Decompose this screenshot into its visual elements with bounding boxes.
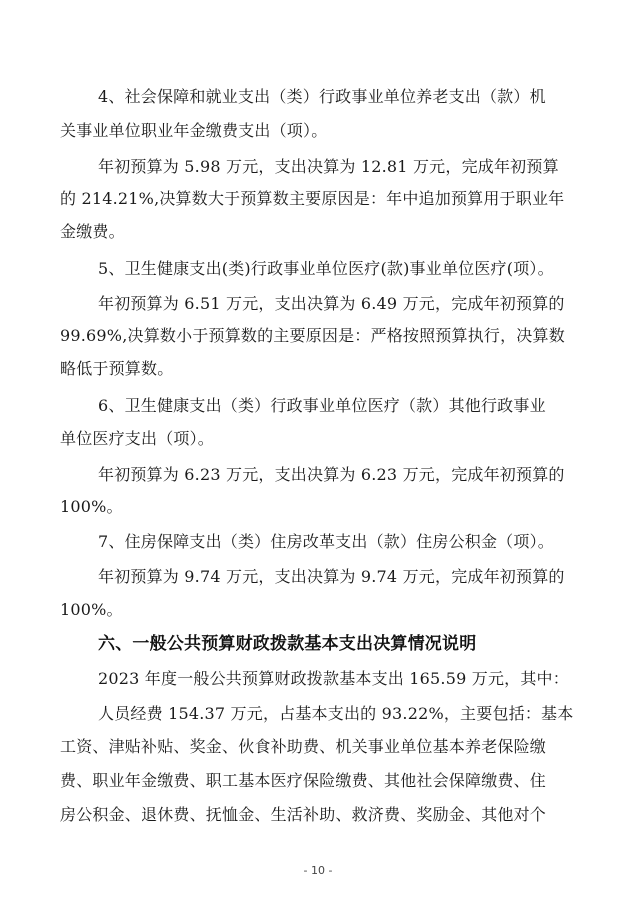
item-7-title-line-1: 7、住房保障支出（类）住房改革支出（款）住房公积金（项）。 [98, 532, 554, 551]
personnel-expense-line-2: 工资、津贴补贴、奖金、伙食补助费、机关事业单位基本养老保险缴 [60, 737, 547, 756]
item-6-detail-line-1: 年初预算为 6.23 万元，支出决算为 6.23 万元，完成年初预算的 [98, 465, 565, 484]
page-number: - 10 - [303, 864, 333, 877]
item-4-title-line-2: 关事业单位职业年金缴费支出（项）。 [60, 121, 328, 140]
personnel-expense-line-1: 人员经费 154.37 万元，占基本支出的 93.22%，主要包括：基本 [98, 704, 574, 723]
personnel-expense-line-4: 房公积金、退休费、抚恤金、生活补助、救济费、奖励金、其他对个 [60, 805, 547, 824]
basic-expense-summary-line-1: 2023 年度一般公共预算财政拨款基本支出 165.59 万元，其中： [98, 669, 569, 688]
item-4-detail-line-2: 的 214.21%,决算数大于预算数主要原因是：年中追加预算用于职业年 [60, 189, 565, 208]
item-5-detail-line-2: 99.69%,决算数小于预算数的主要原因是：严格按照预算执行，决算数 [60, 326, 565, 345]
item-6-title-line-1: 6、卫生健康支出（类）行政事业单位医疗（款）其他行政事业 [98, 396, 546, 415]
personnel-expense-line-3: 费、职业年金缴费、职工基本医疗保险缴费、其他社会保障缴费、住 [60, 771, 547, 790]
item-6-detail-line-2: 100%。 [60, 497, 123, 516]
item-7-detail-line-2: 100%。 [60, 600, 123, 619]
section-heading: 六、一般公共预算财政拨款基本支出决算情况说明 [98, 634, 477, 654]
item-5-detail-line-3: 略低于预算数。 [60, 359, 174, 378]
item-5-title-line-1: 5、卫生健康支出(类)行政事业单位医疗(款)事业单位医疗(项）。 [98, 259, 554, 278]
item-4-title-line-1: 4、社会保障和就业支出（类）行政事业单位养老支出（款）机 [98, 87, 546, 106]
item-5-detail-line-1: 年初预算为 6.51 万元，支出决算为 6.49 万元，完成年初预算的 [98, 294, 565, 313]
item-7-detail-line-1: 年初预算为 9.74 万元，支出决算为 9.74 万元，完成年初预算的 [98, 567, 565, 586]
item-4-detail-line-3: 金缴费。 [60, 222, 125, 241]
item-6-title-line-2: 单位医疗支出（项）。 [60, 429, 215, 448]
item-4-detail-line-1: 年初预算为 5.98 万元，支出决算为 12.81 万元，完成年初预算 [98, 157, 559, 176]
